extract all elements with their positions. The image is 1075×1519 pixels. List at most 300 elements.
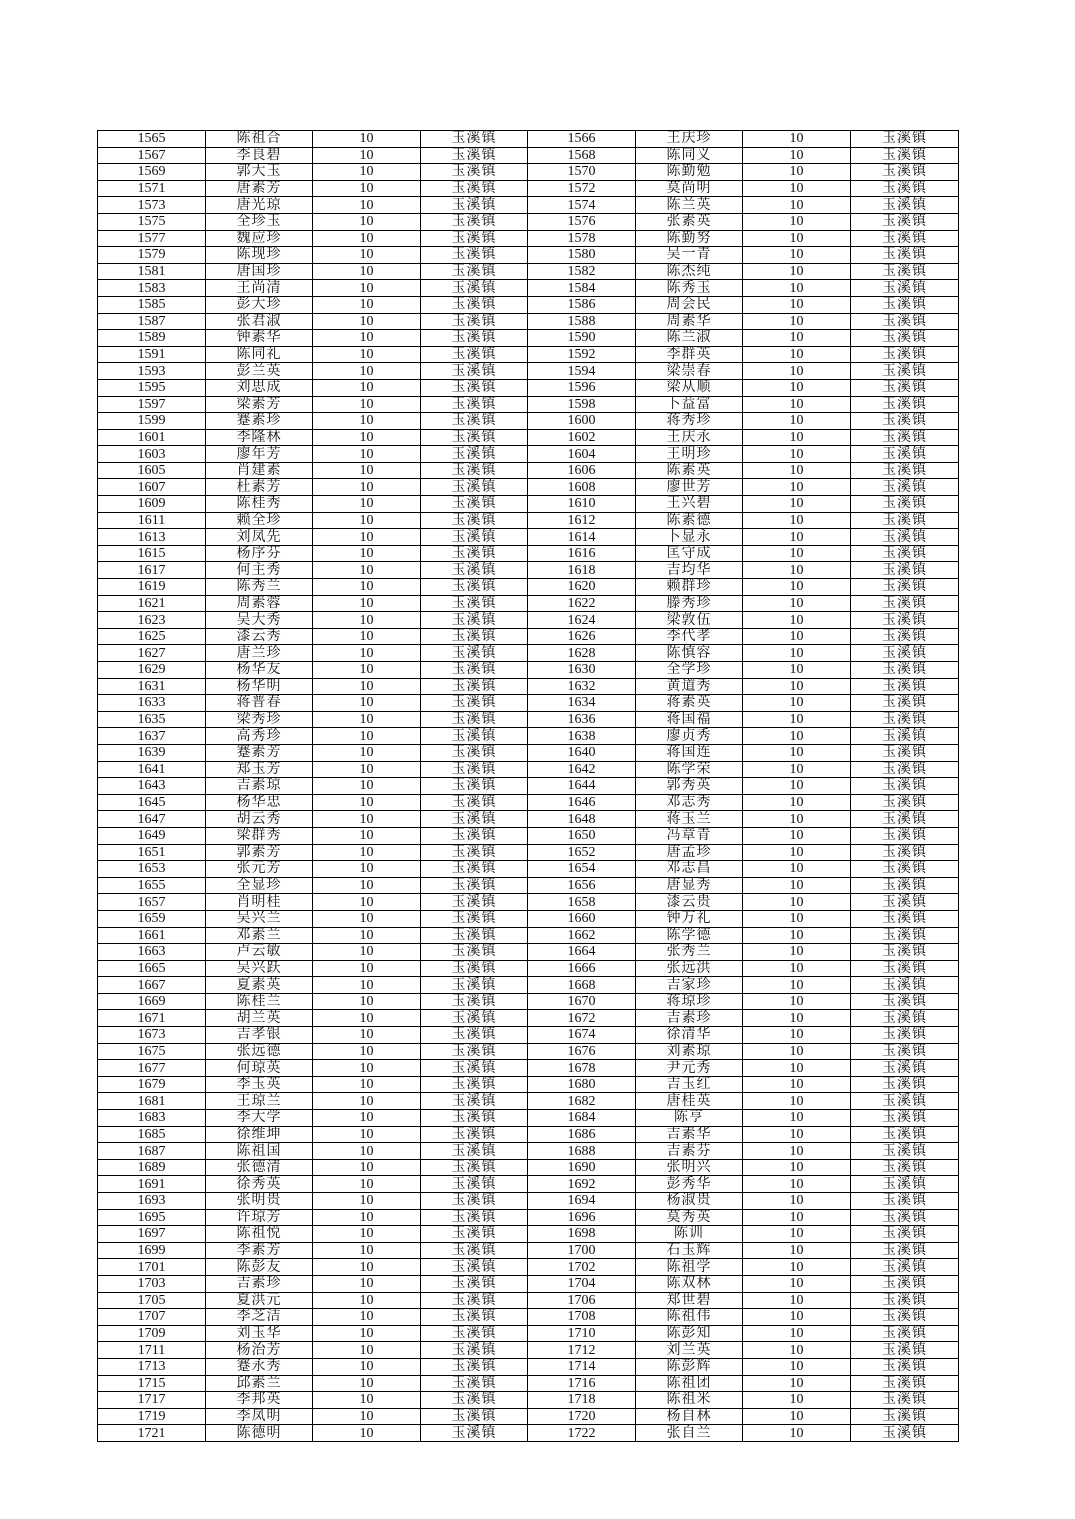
record-amount: 10	[743, 379, 851, 396]
record-name: 郭素芳	[206, 844, 313, 861]
table-row	[98, 944, 959, 961]
table-row	[98, 744, 959, 761]
record-amount: 10	[313, 1176, 421, 1193]
table-row	[98, 1193, 959, 1210]
record-number: 1597	[98, 396, 206, 413]
record-number: 1718	[528, 1392, 636, 1409]
record-number: 1585	[98, 296, 206, 313]
record-amount: 10	[313, 131, 421, 148]
record-name: 廖年芳	[206, 446, 313, 463]
record-amount: 10	[743, 993, 851, 1010]
table-row	[98, 247, 959, 264]
record-number: 1570	[528, 164, 636, 181]
record-name: 梁秀珍	[206, 711, 313, 728]
record-name: 李素芳	[206, 1242, 313, 1259]
record-town: 玉溪镇	[421, 1259, 528, 1276]
table-row	[98, 296, 959, 313]
record-number: 1661	[98, 927, 206, 944]
record-amount: 10	[743, 695, 851, 712]
record-name: 李良碧	[206, 147, 313, 164]
table-row	[98, 861, 959, 878]
record-town: 玉溪镇	[851, 1275, 959, 1292]
record-amount: 10	[313, 545, 421, 562]
record-number: 1571	[98, 180, 206, 197]
record-name: 滕秀珍	[636, 595, 743, 612]
record-number: 1594	[528, 363, 636, 380]
record-amount: 10	[313, 379, 421, 396]
record-amount: 10	[313, 263, 421, 280]
record-town: 玉溪镇	[421, 877, 528, 894]
record-name: 莫秀英	[636, 1209, 743, 1226]
record-name: 石玉辉	[636, 1242, 743, 1259]
record-town: 玉溪镇	[421, 977, 528, 994]
record-number: 1677	[98, 1060, 206, 1077]
table-row	[98, 1325, 959, 1342]
record-amount: 10	[313, 877, 421, 894]
record-town: 玉溪镇	[851, 1060, 959, 1077]
table-row	[98, 711, 959, 728]
record-name: 徐秀英	[206, 1176, 313, 1193]
record-amount: 10	[743, 1209, 851, 1226]
record-name: 卜显永	[636, 529, 743, 546]
record-number: 1651	[98, 844, 206, 861]
record-town: 玉溪镇	[851, 827, 959, 844]
record-name: 张素英	[636, 213, 743, 230]
record-name: 张元芳	[206, 861, 313, 878]
record-name: 廖贞秀	[636, 728, 743, 745]
record-town: 玉溪镇	[421, 1226, 528, 1243]
record-town: 玉溪镇	[421, 695, 528, 712]
record-town: 玉溪镇	[851, 1093, 959, 1110]
record-name: 张明兴	[636, 1159, 743, 1176]
record-amount: 10	[313, 1159, 421, 1176]
record-name: 刘兰英	[636, 1342, 743, 1359]
record-town: 玉溪镇	[851, 197, 959, 214]
record-number: 1575	[98, 213, 206, 230]
record-amount: 10	[743, 1425, 851, 1442]
record-town: 玉溪镇	[421, 396, 528, 413]
record-name: 尹元秀	[636, 1060, 743, 1077]
record-town: 玉溪镇	[851, 1143, 959, 1160]
record-town: 玉溪镇	[421, 993, 528, 1010]
record-name: 吴一青	[636, 247, 743, 264]
record-name: 蹇永秀	[206, 1358, 313, 1375]
record-number: 1652	[528, 844, 636, 861]
record-amount: 10	[313, 562, 421, 579]
table-row	[98, 131, 959, 148]
record-number: 1568	[528, 147, 636, 164]
record-name: 张德清	[206, 1159, 313, 1176]
record-name: 吴兴兰	[206, 910, 313, 927]
table-row	[98, 413, 959, 430]
record-town: 玉溪镇	[421, 296, 528, 313]
record-number: 1703	[98, 1275, 206, 1292]
record-amount: 10	[313, 761, 421, 778]
record-town: 玉溪镇	[421, 1408, 528, 1425]
record-town: 玉溪镇	[421, 180, 528, 197]
record-number: 1648	[528, 811, 636, 828]
record-name: 陈桂秀	[206, 496, 313, 513]
record-town: 玉溪镇	[851, 363, 959, 380]
table-row	[98, 147, 959, 164]
record-amount: 10	[743, 1093, 851, 1110]
record-amount: 10	[743, 545, 851, 562]
record-number: 1611	[98, 512, 206, 529]
record-number: 1599	[98, 413, 206, 430]
record-town: 玉溪镇	[851, 131, 959, 148]
record-name: 彭秀华	[636, 1176, 743, 1193]
record-name: 夏素英	[206, 977, 313, 994]
record-amount: 10	[743, 645, 851, 662]
record-town: 玉溪镇	[421, 944, 528, 961]
record-name: 杨华忠	[206, 794, 313, 811]
record-town: 玉溪镇	[421, 1193, 528, 1210]
record-name: 卜益富	[636, 396, 743, 413]
record-amount: 10	[743, 910, 851, 927]
record-amount: 10	[313, 1342, 421, 1359]
record-amount: 10	[313, 1143, 421, 1160]
record-number: 1587	[98, 313, 206, 330]
record-amount: 10	[743, 213, 851, 230]
record-number: 1696	[528, 1209, 636, 1226]
table-row	[98, 346, 959, 363]
record-number: 1624	[528, 612, 636, 629]
record-amount: 10	[313, 363, 421, 380]
record-amount: 10	[743, 197, 851, 214]
record-town: 玉溪镇	[851, 1110, 959, 1127]
record-town: 玉溪镇	[421, 1110, 528, 1127]
record-town: 玉溪镇	[851, 778, 959, 795]
record-name: 肖明桂	[206, 894, 313, 911]
record-amount: 10	[743, 1110, 851, 1127]
record-town: 玉溪镇	[851, 230, 959, 247]
record-amount: 10	[313, 910, 421, 927]
record-name: 李代孝	[636, 628, 743, 645]
record-town: 玉溪镇	[421, 645, 528, 662]
record-amount: 10	[313, 296, 421, 313]
record-name: 郭秀英	[636, 778, 743, 795]
record-number: 1668	[528, 977, 636, 994]
record-name: 吉家珍	[636, 977, 743, 994]
record-name: 卢云敏	[206, 944, 313, 961]
record-amount: 10	[743, 230, 851, 247]
record-number: 1644	[528, 778, 636, 795]
record-number: 1589	[98, 330, 206, 347]
record-number: 1631	[98, 678, 206, 695]
record-town: 玉溪镇	[421, 363, 528, 380]
record-number: 1664	[528, 944, 636, 961]
record-amount: 10	[743, 1027, 851, 1044]
record-amount: 10	[313, 1060, 421, 1077]
table-row	[98, 794, 959, 811]
record-amount: 10	[743, 1143, 851, 1160]
record-town: 玉溪镇	[421, 1010, 528, 1027]
table-row	[98, 1209, 959, 1226]
table-row	[98, 877, 959, 894]
record-name: 全珍玉	[206, 213, 313, 230]
record-town: 玉溪镇	[421, 147, 528, 164]
record-name: 夏洪元	[206, 1292, 313, 1309]
record-amount: 10	[313, 844, 421, 861]
record-name: 陈兰淑	[636, 330, 743, 347]
record-number: 1567	[98, 147, 206, 164]
record-name: 邓志昌	[636, 861, 743, 878]
record-number: 1630	[528, 662, 636, 679]
record-town: 玉溪镇	[851, 429, 959, 446]
record-town: 玉溪镇	[851, 479, 959, 496]
record-name: 陈杰纯	[636, 263, 743, 280]
record-town: 玉溪镇	[421, 794, 528, 811]
record-amount: 10	[313, 313, 421, 330]
table-row	[98, 545, 959, 562]
record-amount: 10	[313, 1226, 421, 1243]
record-name: 王庆永	[636, 429, 743, 446]
record-number: 1641	[98, 761, 206, 778]
table-row	[98, 894, 959, 911]
table-row	[98, 927, 959, 944]
record-name: 邓志秀	[636, 794, 743, 811]
record-amount: 10	[743, 247, 851, 264]
record-name: 周会民	[636, 296, 743, 313]
record-number: 1682	[528, 1093, 636, 1110]
record-amount: 10	[743, 1375, 851, 1392]
record-amount: 10	[743, 728, 851, 745]
record-town: 玉溪镇	[421, 1325, 528, 1342]
record-town: 玉溪镇	[421, 230, 528, 247]
record-amount: 10	[313, 695, 421, 712]
record-amount: 10	[313, 1110, 421, 1127]
record-name: 吉玉红	[636, 1076, 743, 1093]
table-row	[98, 778, 959, 795]
record-number: 1698	[528, 1226, 636, 1243]
record-town: 玉溪镇	[421, 545, 528, 562]
record-town: 玉溪镇	[851, 280, 959, 297]
record-name: 陈德明	[206, 1425, 313, 1442]
record-number: 1613	[98, 529, 206, 546]
record-number: 1627	[98, 645, 206, 662]
record-town: 玉溪镇	[851, 678, 959, 695]
record-amount: 10	[313, 462, 421, 479]
record-amount: 10	[313, 496, 421, 513]
record-name: 莫尚明	[636, 180, 743, 197]
record-amount: 10	[743, 894, 851, 911]
record-name: 匡守成	[636, 545, 743, 562]
record-town: 玉溪镇	[851, 296, 959, 313]
record-town: 玉溪镇	[421, 778, 528, 795]
record-amount: 10	[313, 1325, 421, 1342]
record-number: 1645	[98, 794, 206, 811]
table-row	[98, 1342, 959, 1359]
record-town: 玉溪镇	[851, 844, 959, 861]
record-name: 唐素芳	[206, 180, 313, 197]
record-name: 廖世芳	[636, 479, 743, 496]
record-name: 唐光琼	[206, 197, 313, 214]
record-number: 1582	[528, 263, 636, 280]
record-amount: 10	[313, 197, 421, 214]
record-amount: 10	[743, 462, 851, 479]
record-number: 1642	[528, 761, 636, 778]
record-number: 1657	[98, 894, 206, 911]
record-town: 玉溪镇	[851, 1226, 959, 1243]
record-town: 玉溪镇	[421, 263, 528, 280]
record-number: 1619	[98, 579, 206, 596]
table-row	[98, 197, 959, 214]
record-number: 1580	[528, 247, 636, 264]
record-number: 1649	[98, 827, 206, 844]
record-amount: 10	[313, 1242, 421, 1259]
table-row	[98, 496, 959, 513]
record-town: 玉溪镇	[421, 960, 528, 977]
record-town: 玉溪镇	[421, 1309, 528, 1326]
record-name: 何琼英	[206, 1060, 313, 1077]
table-row	[98, 1143, 959, 1160]
record-name: 彭兰英	[206, 363, 313, 380]
record-town: 玉溪镇	[851, 147, 959, 164]
record-amount: 10	[743, 1408, 851, 1425]
record-town: 玉溪镇	[851, 645, 959, 662]
table-row	[98, 462, 959, 479]
table-row	[98, 313, 959, 330]
record-amount: 10	[743, 927, 851, 944]
record-number: 1686	[528, 1126, 636, 1143]
record-name: 徐维坤	[206, 1126, 313, 1143]
record-name: 陈祖合	[206, 131, 313, 148]
record-town: 玉溪镇	[851, 1159, 959, 1176]
record-number: 1595	[98, 379, 206, 396]
record-number: 1716	[528, 1375, 636, 1392]
record-name: 全显珍	[206, 877, 313, 894]
record-number: 1700	[528, 1242, 636, 1259]
record-amount: 10	[313, 894, 421, 911]
record-town: 玉溪镇	[851, 379, 959, 396]
record-amount: 10	[743, 612, 851, 629]
table-row	[98, 1309, 959, 1326]
record-town: 玉溪镇	[851, 728, 959, 745]
record-name: 蒋国连	[636, 744, 743, 761]
record-amount: 10	[743, 1325, 851, 1342]
record-name: 陈彭友	[206, 1259, 313, 1276]
record-number: 1605	[98, 462, 206, 479]
record-name: 张自兰	[636, 1425, 743, 1442]
record-number: 1673	[98, 1027, 206, 1044]
record-amount: 10	[743, 1226, 851, 1243]
record-amount: 10	[743, 744, 851, 761]
record-name: 唐显秀	[636, 877, 743, 894]
record-name: 吉素芬	[636, 1143, 743, 1160]
table-row	[98, 1358, 959, 1375]
record-amount: 10	[313, 147, 421, 164]
record-amount: 10	[743, 811, 851, 828]
record-number: 1654	[528, 861, 636, 878]
record-town: 玉溪镇	[851, 794, 959, 811]
record-name: 吉素华	[636, 1126, 743, 1143]
record-number: 1603	[98, 446, 206, 463]
record-amount: 10	[313, 662, 421, 679]
record-amount: 10	[313, 778, 421, 795]
record-town: 玉溪镇	[421, 313, 528, 330]
record-number: 1692	[528, 1176, 636, 1193]
record-name: 梁从顺	[636, 379, 743, 396]
table-row	[98, 728, 959, 745]
record-amount: 10	[743, 877, 851, 894]
record-amount: 10	[313, 993, 421, 1010]
record-name: 吴兴跃	[206, 960, 313, 977]
record-amount: 10	[313, 861, 421, 878]
record-number: 1588	[528, 313, 636, 330]
record-amount: 10	[313, 1010, 421, 1027]
record-amount: 10	[743, 944, 851, 961]
table-row	[98, 811, 959, 828]
record-name: 杨自林	[636, 1408, 743, 1425]
table-row	[98, 379, 959, 396]
record-number: 1714	[528, 1358, 636, 1375]
record-number: 1710	[528, 1325, 636, 1342]
record-town: 玉溪镇	[421, 579, 528, 596]
record-amount: 10	[313, 230, 421, 247]
record-amount: 10	[313, 645, 421, 662]
record-number: 1671	[98, 1010, 206, 1027]
table-row	[98, 678, 959, 695]
record-town: 玉溪镇	[851, 1027, 959, 1044]
record-number: 1705	[98, 1292, 206, 1309]
record-amount: 10	[313, 1193, 421, 1210]
record-name: 张明贵	[206, 1193, 313, 1210]
record-number: 1574	[528, 197, 636, 214]
record-town: 玉溪镇	[851, 562, 959, 579]
record-name: 陈祖悦	[206, 1226, 313, 1243]
record-amount: 10	[743, 778, 851, 795]
record-name: 杨淑贵	[636, 1193, 743, 1210]
record-name: 蒋素英	[636, 695, 743, 712]
record-name: 刘素琼	[636, 1043, 743, 1060]
record-number: 1650	[528, 827, 636, 844]
record-name: 李大学	[206, 1110, 313, 1127]
record-amount: 10	[313, 280, 421, 297]
record-number: 1578	[528, 230, 636, 247]
record-town: 玉溪镇	[851, 1358, 959, 1375]
record-number: 1607	[98, 479, 206, 496]
table-row	[98, 1242, 959, 1259]
record-amount: 10	[313, 728, 421, 745]
record-amount: 10	[313, 579, 421, 596]
record-name: 蹇素珍	[206, 413, 313, 430]
record-town: 玉溪镇	[421, 894, 528, 911]
record-name: 王尚清	[206, 280, 313, 297]
record-amount: 10	[743, 595, 851, 612]
record-number: 1593	[98, 363, 206, 380]
record-number: 1691	[98, 1176, 206, 1193]
record-number: 1681	[98, 1093, 206, 1110]
record-amount: 10	[743, 346, 851, 363]
record-amount: 10	[743, 1242, 851, 1259]
record-name: 杜素芳	[206, 479, 313, 496]
record-amount: 10	[313, 711, 421, 728]
record-town: 玉溪镇	[851, 910, 959, 927]
record-number: 1620	[528, 579, 636, 596]
record-name: 王兴碧	[636, 496, 743, 513]
record-amount: 10	[743, 1292, 851, 1309]
record-number: 1606	[528, 462, 636, 479]
record-number: 1572	[528, 180, 636, 197]
record-town: 玉溪镇	[421, 927, 528, 944]
record-town: 玉溪镇	[851, 396, 959, 413]
record-amount: 10	[743, 1060, 851, 1077]
table-row	[98, 1076, 959, 1093]
record-number: 1616	[528, 545, 636, 562]
record-town: 玉溪镇	[851, 711, 959, 728]
record-number: 1715	[98, 1375, 206, 1392]
record-name: 梁素芳	[206, 396, 313, 413]
